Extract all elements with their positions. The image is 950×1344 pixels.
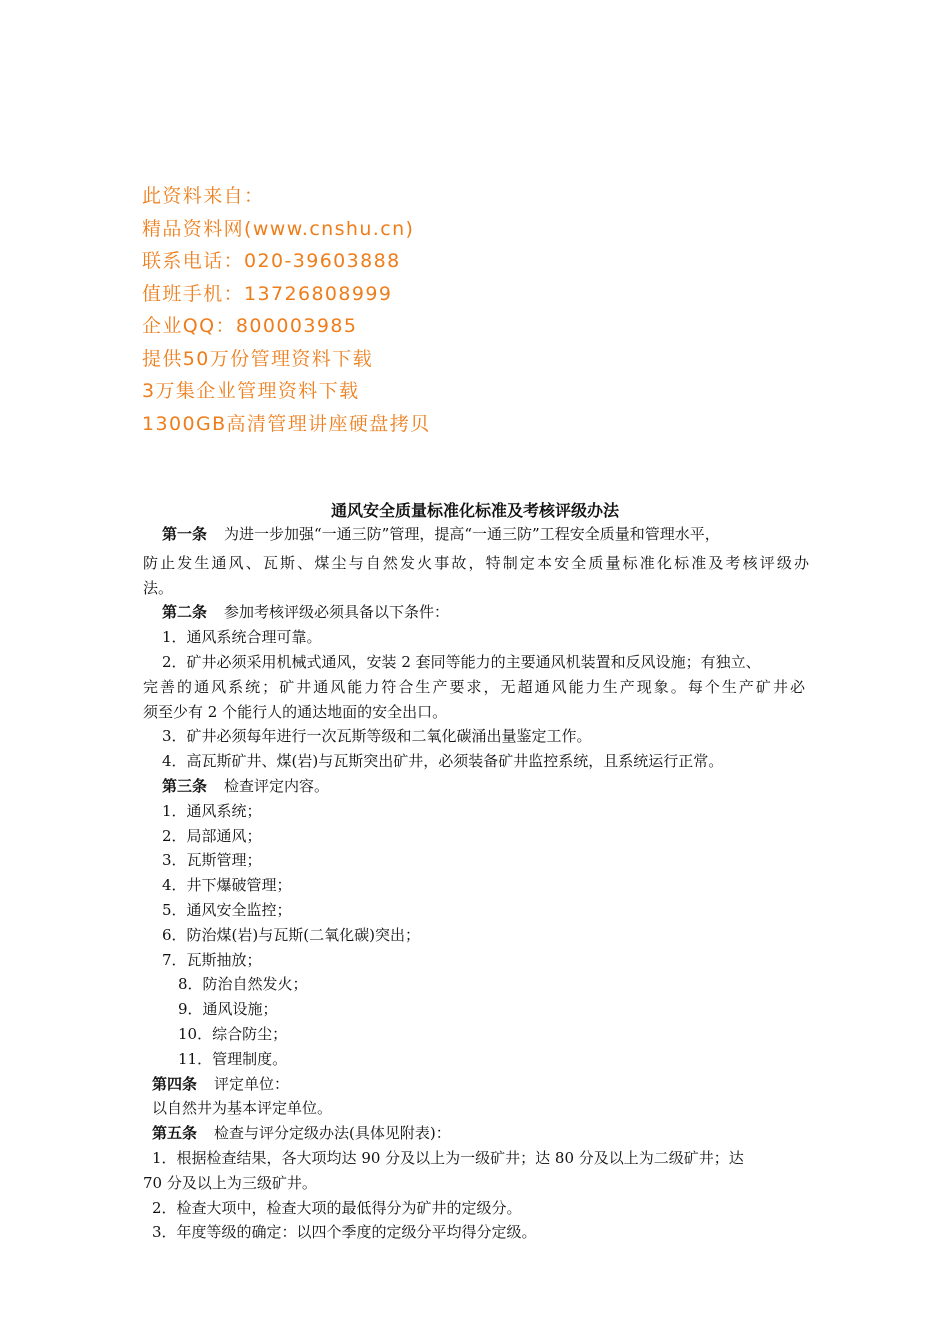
promo-line-2: 3万集企业管理资料下载	[142, 380, 360, 402]
article-3-item: 6．防治煤(岩)与瓦斯(二氧化碳)突出；	[162, 926, 420, 944]
article-3-item: 9．通风设施；	[178, 1000, 278, 1018]
website-line: 精品资料网(www.cnshu.cn)	[142, 217, 415, 240]
article-4-text: 评定单位：	[214, 1075, 290, 1093]
article-3-item: 10．综合防尘；	[178, 1025, 288, 1043]
article-1-line-3: 法。	[143, 579, 174, 597]
article-5-item-2: 2．检查大项中，检查大项的最低得分为矿井的定级分。	[152, 1199, 522, 1217]
article-2-item-2-line-1: 2．矿井必须采用机械式通风，安装 2 套同等能力的主要通风机装置和反风设施；有独立、	[162, 653, 761, 671]
article-2-item-2-line-2: 完善的通风系统；矿井通风能力符合生产要求，无超通风能力生产现象。每个生产矿井必	[143, 678, 805, 696]
promo-line-3: 1300GB高清管理讲座硬盘拷贝	[142, 412, 431, 435]
source-line: 此资料来自：	[142, 185, 265, 207]
mobile-line: 值班手机：13726808999	[142, 282, 393, 305]
article-4-line: 以自然井为基本评定单位。	[152, 1099, 333, 1117]
article-1-line-1	[162, 524, 720, 544]
article-5-label: 第五条	[152, 1124, 198, 1142]
document-title: 通风安全质量标准化标准及考核评级办法	[330, 501, 619, 520]
article-3-text: 检查评定内容。	[224, 777, 330, 795]
promo-line-1: 提供50万份管理资料下载	[142, 347, 373, 370]
article-5-item-1-line-1: 1．根据检查结果，各大项均达 90 分及以上为一级矿井；达 80 分及以上为二级矿井；达	[152, 1149, 744, 1167]
article-3-item: 2．局部通风；	[162, 827, 262, 845]
article-5-item-3: 3．年度等级的确定：以四个季度的定级分平均得分定级。	[152, 1223, 537, 1241]
phone-line: 联系电话：020-39603888	[142, 250, 401, 272]
article-3-item: 4．井下爆破管理；	[162, 876, 292, 894]
article-2-text: 参加考核评级必须具备以下条件：	[224, 603, 450, 621]
article-3-item: 7．瓦斯抽放；	[162, 951, 262, 969]
article-1-line-2: 防止发生通风、瓦斯、煤尘与自然发火事故，特制定本安全质量标准化标准及考核评级办	[143, 554, 809, 572]
article-1-text: 为进一步加强“一通三防”管理，提高“一通三防”工程安全质量和管理水平，	[224, 525, 720, 543]
article-2-item-1: 1．通风系统合理可靠。	[162, 628, 322, 646]
article-2-item-4: 4．高瓦斯矿井、煤(岩)与瓦斯突出矿井，必须装备矿井监控系统，且系统运行正常。	[162, 752, 724, 770]
article-3-item: 11．管理制度。	[178, 1050, 288, 1068]
article-2-heading	[162, 602, 449, 622]
article-3-item: 5．通风安全监控；	[162, 901, 292, 919]
article-1-label: 第一条	[162, 525, 208, 543]
qq-line: 企业QQ：800003985	[142, 315, 358, 337]
article-3-item: 8．防治自然发火；	[178, 975, 308, 993]
article-2-item-3: 3．矿井必须每年进行一次瓦斯等级和二氧化碳涌出量鉴定工作。	[162, 727, 592, 745]
source-info-block	[142, 180, 702, 440]
article-5-text: 检查与评分定级办法(具体见附表)：	[214, 1124, 451, 1142]
article-5-item-1-line-2: 70 分及以上为三级矿井。	[143, 1174, 317, 1192]
article-3-heading	[162, 776, 329, 796]
article-3-item: 3．瓦斯管理；	[162, 851, 262, 869]
article-3-label: 第三条	[162, 777, 208, 795]
article-3-item: 1．通风系统；	[162, 802, 262, 820]
article-2-label: 第二条	[162, 603, 208, 621]
article-4-label: 第四条	[152, 1075, 198, 1093]
article-5-heading	[152, 1123, 451, 1143]
article-4-heading	[152, 1074, 289, 1094]
article-2-item-2-line-3: 须至少有 2 个能行人的通达地面的安全出口。	[143, 703, 448, 721]
